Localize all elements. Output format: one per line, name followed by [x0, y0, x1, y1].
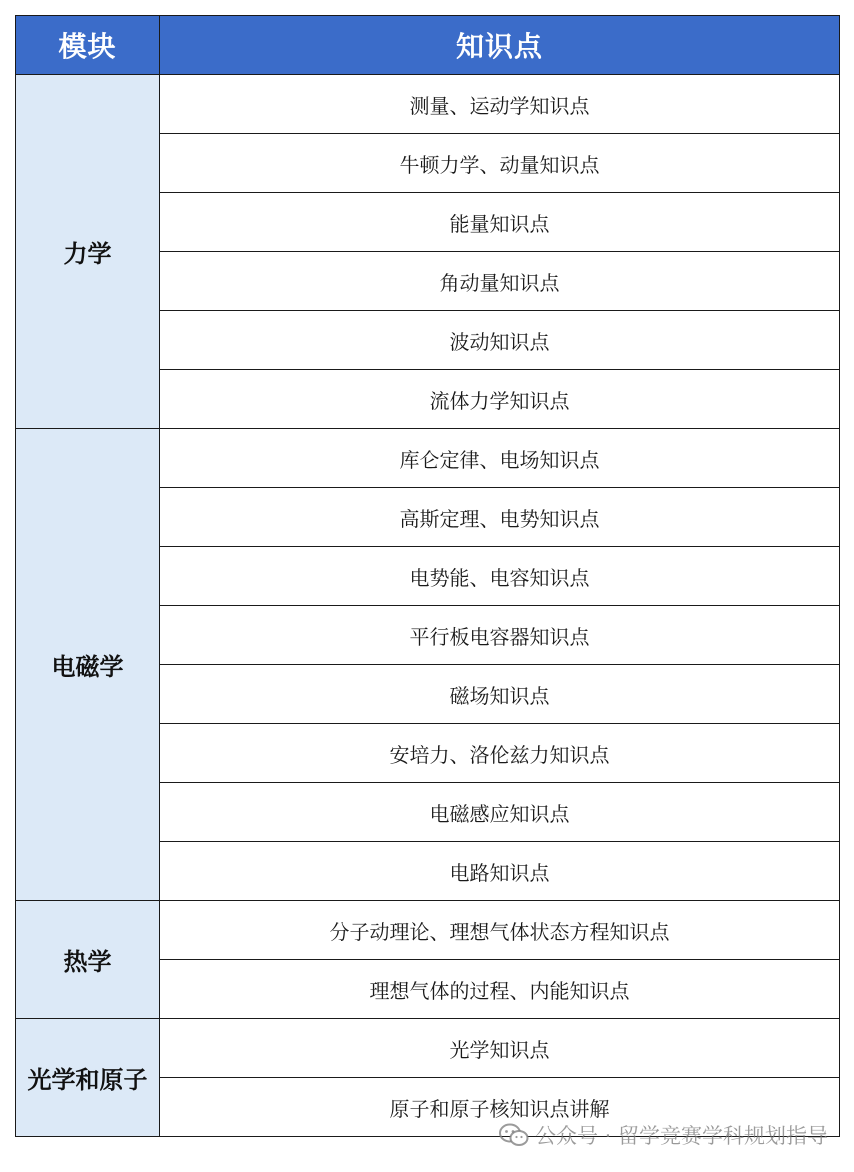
- table-row: [16, 75, 840, 134]
- knowledge-points-table: [15, 15, 840, 1137]
- topic-cell: 磁场知识点: [160, 665, 840, 724]
- topic-cell: 流体力学知识点: [160, 370, 840, 429]
- topic-cell: 原子和原子核知识点讲解: [160, 1078, 840, 1137]
- topic-cell: 高斯定理、电势知识点: [160, 488, 840, 547]
- topic-cell: 库仑定律、电场知识点: [160, 429, 840, 488]
- topic-cell: 电势能、电容知识点: [160, 547, 840, 606]
- topic-cell: 电磁感应知识点: [160, 783, 840, 842]
- topic-cell: 分子动理论、理想气体状态方程知识点: [160, 901, 840, 960]
- topic-cell: 能量知识点: [160, 193, 840, 252]
- topic-cell: 光学知识点: [160, 1019, 840, 1078]
- topic-cell: 测量、运动学知识点: [160, 75, 840, 134]
- topic-cell: 平行板电容器知识点: [160, 606, 840, 665]
- topic-cell: 电路知识点: [160, 842, 840, 901]
- header-module: 模块: [16, 16, 160, 75]
- watermark-text: 公众号 · 留学竞赛学科规划指导: [534, 1124, 828, 1148]
- topic-cell: 牛顿力学、动量知识点: [160, 134, 840, 193]
- topic-cell: 理想气体的过程、内能知识点: [160, 960, 840, 1019]
- module-cell: 光学和原子: [16, 1019, 160, 1137]
- topic-cell: 角动量知识点: [160, 252, 840, 311]
- module-cell: 热学: [16, 901, 160, 1019]
- table-body: [16, 75, 840, 1137]
- table-row: [16, 429, 840, 488]
- topic-cell: 安培力、洛伦兹力知识点: [160, 724, 840, 783]
- module-cell: 力学: [16, 75, 160, 429]
- table-header-row: [16, 16, 840, 75]
- table-row: [16, 1019, 840, 1078]
- header-topic: 知识点: [160, 16, 840, 75]
- module-cell: 电磁学: [16, 429, 160, 901]
- topic-cell: 波动知识点: [160, 311, 840, 370]
- table-row: [16, 901, 840, 960]
